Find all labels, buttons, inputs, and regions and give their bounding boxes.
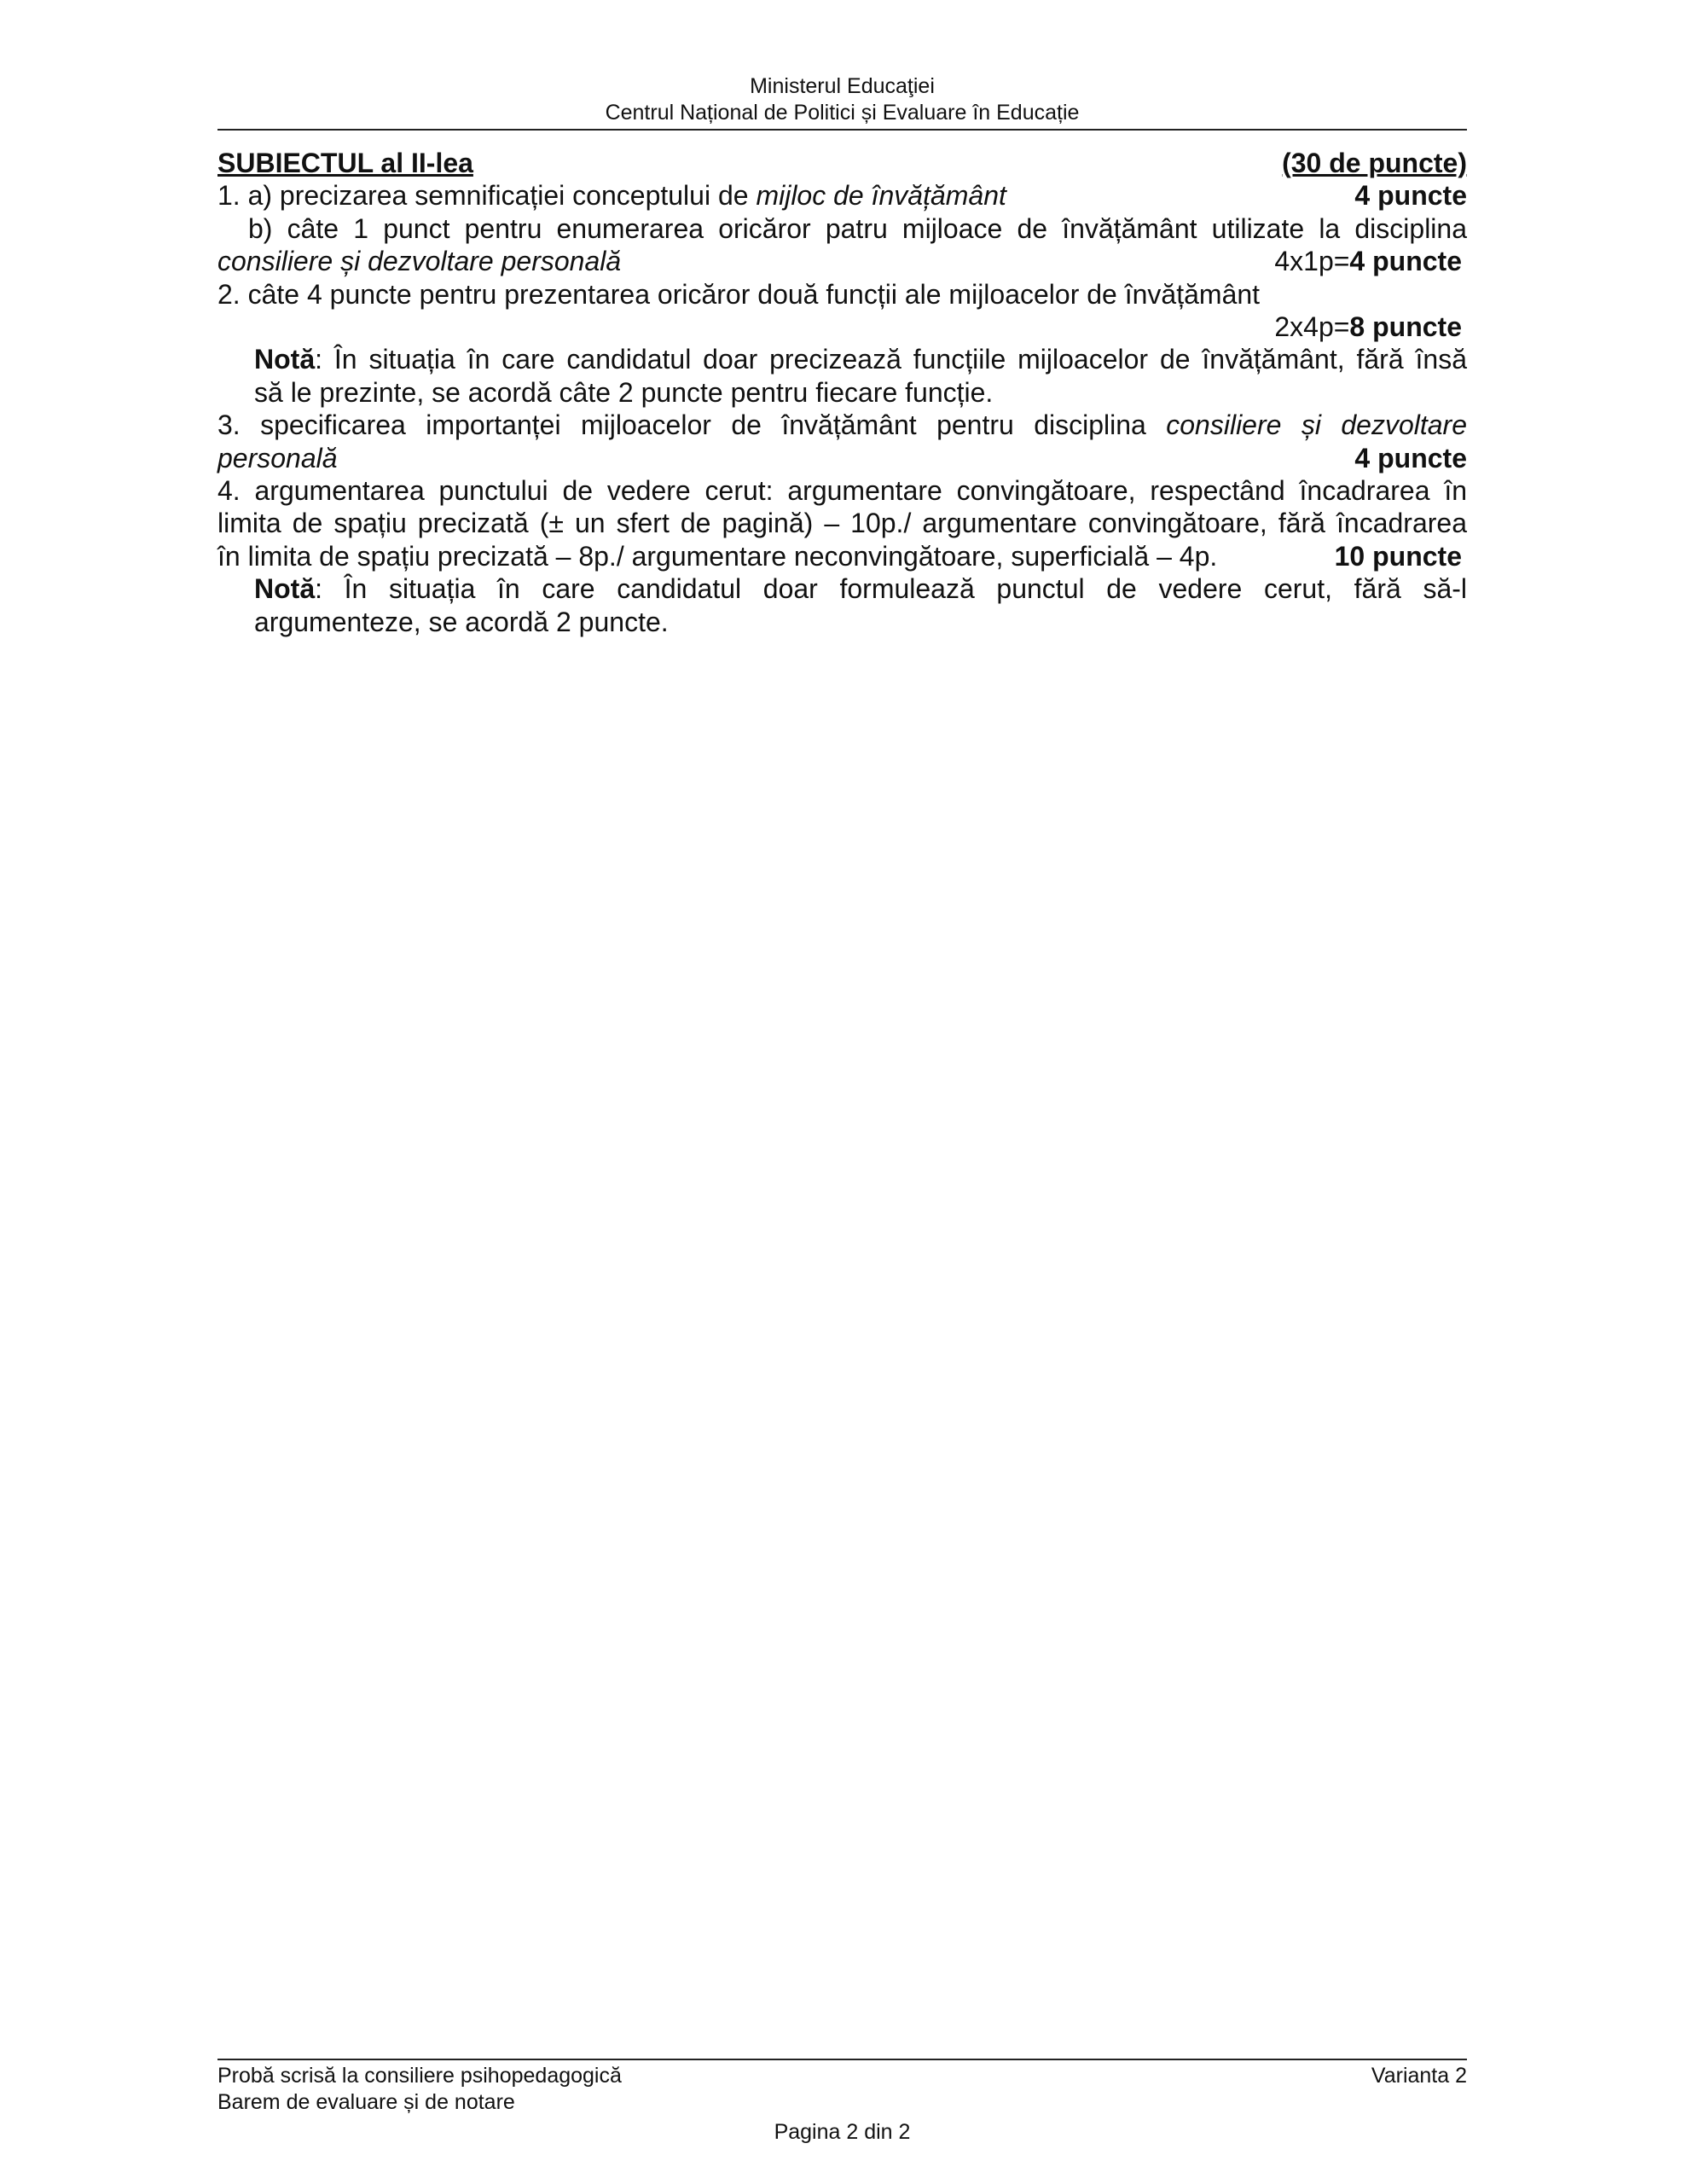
item-3-text: 3. specificarea importanței mijloacelor de învățământ pentru disciplina [217,410,1167,441]
item-2-note-line2: să le prezinte, se acordă câte 2 puncte pentru fiecare funcție. [254,376,994,408]
item-4-note-line1 [217,572,1467,605]
footer-row-2 [217,2089,1467,2116]
page-footer [217,2063,1467,2116]
item-4-line1: 4. argumentarea punctului de vedere cerut: argumentare convingătoare, respectând încadrarea în [217,475,1467,507]
header-center: Centrul Național de Politici și Evaluare în Educație [605,101,1080,125]
subject-points: (30 de puncte) [1282,148,1467,178]
item-1b-points-bold: 4 puncte [1349,246,1462,277]
item-2-text: 2. câte 4 puncte pentru prezentarea oricăror două funcții ale mijloacelor de învățământ [217,278,1261,310]
item-2-note-text1: : În situația în care candidatul doar precizează funcțiile mijloacelor de învățământ, fără însă [315,344,1467,375]
item-3-term-part1: consiliere și dezvoltare [1166,410,1467,441]
item-3-term-part2: personală [217,442,338,473]
item-1b-points [1274,245,1467,277]
document-page [217,0,1467,2184]
item-2-note-label: Notă [254,344,316,375]
item-1b-continuation [217,245,1467,277]
footer-doc-type: Barem de evaluare și de notare [217,2090,515,2114]
item-1a [217,179,1467,212]
item-4-line2: limita de spațiu precizată (± un sfert de pagină) – 10p./ argumentare convingătoare, fără încadrarea [217,508,1467,539]
footer-divider [217,2059,1467,2060]
item-4-note-line2: argumenteze, se acordă 2 puncte. [254,606,669,637]
item-1a-text: 1. a) precizarea semnificației conceptului de [217,180,757,212]
subject-heading [217,147,1467,179]
item-3-line1 [217,409,1467,441]
item-4-line3-text: în limita de spațiu precizată – 8p./ argumentare neconvingătoare, superficială – 4p. [217,540,1218,572]
item-2-points [217,311,1467,343]
item-2-points-prefix: 2x4p= [1274,311,1350,343]
footer-variant: Varianta 2 [1371,2064,1467,2088]
header-ministry: Ministerul Educaţiei [750,74,935,98]
subject-title: SUBIECTUL al II-lea [217,148,473,178]
item-1b-term: consiliere și dezvoltare personală [217,246,622,277]
header-divider [217,129,1467,131]
document-body [217,147,1467,638]
item-4-note-text1: : În situația în care candidatul doar formulează punctul de vedere cerut, fără să-l [315,573,1467,605]
footer-exam-name: Probă scrisă la consiliere psihopedagogică [217,2064,622,2088]
item-4-note-label: Notă [254,573,316,605]
item-2-note-line1 [217,343,1467,375]
item-2-points-bold: 8 puncte [1349,311,1462,343]
page-header [217,73,1467,126]
item-4-points: 10 puncte [1334,540,1462,572]
item-3-points: 4 puncte [1354,442,1467,473]
item-4-line3 [217,540,1467,572]
footer-row-1 [217,2063,1467,2089]
item-1a-term: mijloc de învățământ [756,180,1006,212]
item-3-line2 [217,442,1467,474]
page-number: Pagina 2 din 2 [774,2120,911,2144]
item-1b-text: b) câte 1 punct pentru enumerarea oricăror patru mijloace de învățământ utilizate la disciplina [248,212,1467,244]
item-1b-points-prefix: 4x1p= [1274,246,1350,277]
item-1a-points: 4 puncte [1354,180,1467,212]
